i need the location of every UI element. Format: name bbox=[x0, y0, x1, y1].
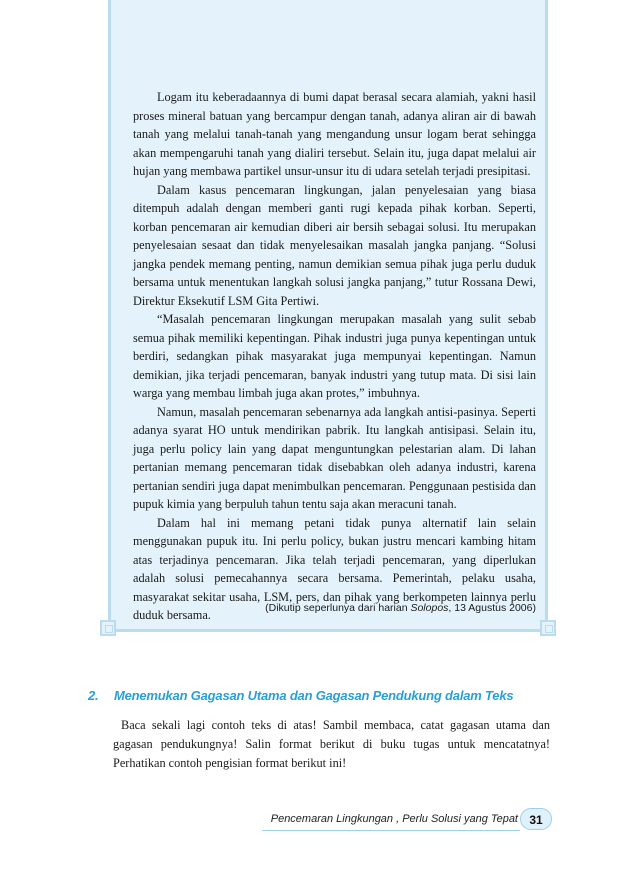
section-instruction bbox=[113, 716, 550, 773]
article-text bbox=[133, 88, 536, 625]
running-title: Pencemaran Lingkungan , Perlu Solusi yang Tepat bbox=[270, 813, 518, 825]
citation-prefix: (Dikutip seperlunya dari harian bbox=[265, 602, 411, 614]
section-heading bbox=[88, 688, 568, 703]
section-title: Menemukan Gagasan Utama dan Gagasan Pendukung dalam Teks bbox=[114, 688, 514, 703]
section-number: 2. bbox=[88, 688, 99, 703]
citation-suffix: , 13 Agustus 2006) bbox=[448, 602, 536, 614]
citation-source: Solopos bbox=[410, 602, 449, 614]
footer-divider bbox=[262, 830, 520, 831]
frame-corner-bottom-left bbox=[100, 620, 116, 636]
article-paragraph-4: Namun, masalah pencemaran sebenarnya ada langkah antisi-pasinya. Seperti adanya syarat HO untuk mendirikan pabrik. Itu langkah antisipasi. Selain itu, juga perlu policy lain yang dapat menguntungkan pelestarian alam. Di lahan pertanian memang pencemaran tidak disebabkan oleh adanya industri, karena pertanian sendiri juga dapat menimbulkan pencemaran. Penggunaan pestisida dan pupuk kimia yang berpuluh tahun tentu saja akan meracuni tanah. bbox=[133, 404, 536, 511]
page-number: 31 bbox=[520, 808, 552, 830]
instruction-text: Baca sekali lagi contoh teks di atas! Sambil membaca, catat gagasan utama dan gagasan pendukungnya! Salin format berikut di buku tugas untuk mencatatnya! Perhatikan contoh pengisian format berikut ini! bbox=[113, 718, 550, 770]
article-paragraph-2: Dalam kasus pencemaran lingkungan, jalan penyelesaian yang biasa ditempuh adalah dengan memberi ganti rugi kepada pihak korban. Seperti, korban pencemaran air kemudian diberi air bersih sebagai solusi. Itu merupakan penyelesaian sesaat dan tidak menyelesaikan masalah jangka panjang. “Solusi jangka pendek memang penting, namun demikian semua pihak juga perlu duduk bersama untuk menentukan langkah solusi jangka panjang,” tutur Rossana Dewi, Direktur Eksekutif LSM Gita Pertiwi. bbox=[133, 182, 536, 308]
article-paragraph-5: Dalam hal ini memang petani tidak punya alternatif lain selain menggunakan pupuk itu. Ini perlu policy, bukan justru mencari kambing hitam atas terjadinya pencemaran. Jika telah terjadi pencemaran, yang diperlukan adalah solusi pemecahannya secara bersama. Pemerintah, pelaku usaha, masyarakat sekitar usaha, LSM, pers, dan pihak yang berkompeten lainnya perlu duduk bersama. bbox=[133, 515, 536, 622]
article-paragraph-3: “Masalah pencemaran lingkungan merupakan masalah yang sulit sebab semua pihak memiliki kepentingan. Pihak industri juga punya kepentingan untuk berdiri, sedangkan pihak masyarakat juga mempunyai kepentingan. Namun demikian, jika terjadi pencemaran, banyak industri yang tutup mata. Di sisi lain warga yang membau limbah juga akan protes,” imbuhnya. bbox=[133, 312, 536, 400]
article-paragraph-1: Logam itu keberadaannya di bumi dapat berasal secara alamiah, yakni hasil proses mineral batuan yang bercampur dengan tanah, adanya aliran air di bawah tanah yang melalui tanah-tanah yang mengandung unsur logam berat sehingga akan mempengaruhi tanah yang dialiri tersebut. Selain itu, juga dapat melalui air hujan yang membawa partikel unsur-unsur itu di udara setelah terjadi presipitasi. bbox=[133, 90, 536, 178]
frame-corner-bottom-right bbox=[540, 620, 556, 636]
article-citation bbox=[133, 602, 536, 614]
